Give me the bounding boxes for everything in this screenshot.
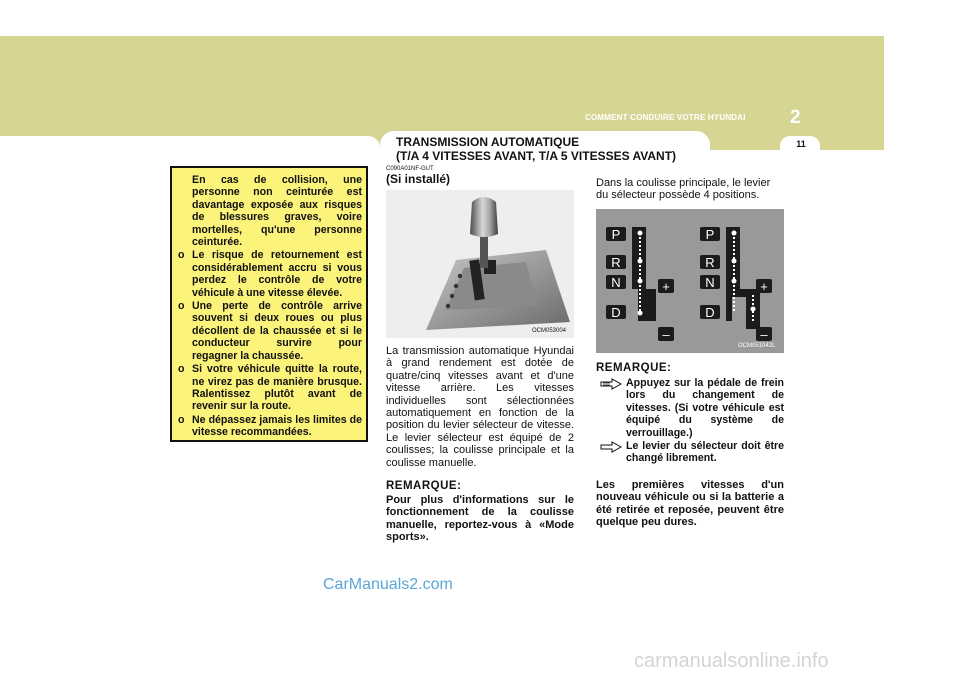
transmission-description: La transmission automatique Hyundai à grand rendement est dotée de quatre/cinq vitesses avant et d'une vitesse arrière. Les vitesses individuelles sont sélectionnées automatiquement en fonction de la position du levier sélecteur de vitesse. Le levier sélecteur est équipé de 2 coulisses; la coulisse principale et la coulisse manuelle.	[386, 345, 574, 469]
warning-item-text: Si votre véhicule quitte la route, ne virez pas de manière brusque. Ralentissez plutôt avant de revenir sur la route.	[192, 363, 362, 413]
gear-shifter-photo	[386, 190, 574, 338]
header-notch	[0, 136, 380, 150]
warning-item-text: Ne dépassez jamais les limites de vitesse recommandées.	[192, 413, 362, 439]
warning-bullet: o	[178, 249, 185, 262]
gate-label-d: D	[705, 305, 715, 320]
gate-plus: +	[662, 279, 670, 294]
gate-marker	[454, 284, 458, 288]
section-title: TRANSMISSION AUTOMATIQUE	[396, 135, 580, 149]
gate-plus: +	[760, 279, 768, 294]
note-item	[596, 440, 784, 465]
warning-bullet: o	[178, 300, 185, 313]
diagram-caption: OCM051042L	[738, 343, 776, 349]
warning-item	[178, 414, 362, 439]
selector-gate-diagram	[596, 209, 784, 353]
right-gate	[700, 227, 772, 342]
note-item	[596, 377, 784, 439]
gate-label-r: R	[705, 255, 715, 270]
selector-intro: Dans la coulisse principale, le levier du sélecteur possède 4 positions.	[596, 177, 771, 202]
warning-bullet: o	[178, 413, 185, 426]
warning-intro: En cas de collision, une personne non ceinturée est davantage exposée aux risques de blessures graves, voire mortelles, qu'une personne ceinturée.	[192, 174, 362, 249]
warning-item-text: Le risque de retournement est considérablement accru si vous perdez le contrôle de votre véhicule à une vitesse élevée.	[192, 249, 362, 299]
gate-minus: –	[760, 327, 768, 342]
hand-pointer-icon	[600, 378, 622, 393]
gate-label-n: N	[705, 275, 715, 290]
gate-label-r: R	[611, 255, 621, 270]
warning-item	[178, 363, 362, 413]
gate-marker	[450, 294, 454, 298]
gate-label-p: P	[611, 227, 621, 242]
note-item-text: Appuyez sur la pédale de frein lors du changement de vitesses. (Si votre véhicule est équipé du système de verrouillage.)	[626, 377, 784, 439]
availability-note: (Si installé)	[386, 172, 451, 186]
warning-item-text: Une perte de contrôle arrive souvent si deux roues ou plus décollent de la chaussée et si le conducteur survire pour regagner la chaussée.	[192, 300, 362, 362]
gate-marker	[458, 274, 462, 278]
left-gate	[606, 227, 674, 342]
gate-label-p: P	[705, 227, 715, 242]
note-text: Pour plus d'informations sur le fonctionnement de la coulisse manuelle, reportez-vous à «Mode sports».	[386, 494, 574, 544]
chapter-number: 2	[790, 107, 801, 128]
watermark-left[interactable]: CarManuals2.com	[323, 576, 453, 593]
reference-code: C090A01NF-GUT	[386, 166, 434, 172]
warning-bullet: o	[178, 363, 185, 376]
gate-label-n: N	[611, 275, 621, 290]
shifter-knob	[470, 197, 498, 237]
break-in-note: Les premières vitesses d'un nouveau véhicule ou si la batterie a été retirée et reposée, peuvent être quelque peu dures.	[596, 479, 784, 529]
note-item-text: Le levier du sélecteur doit être changé librement.	[626, 440, 784, 465]
warning-item	[178, 249, 362, 299]
photo-caption: OCM053004	[532, 328, 567, 334]
chapter-label: COMMENT CONDUIRE VOTRE HYUNDAI	[585, 113, 746, 122]
gate-minus: –	[662, 327, 670, 342]
note-heading: REMARQUE:	[596, 362, 672, 374]
arrow-right-icon	[600, 441, 622, 456]
warning-item	[178, 300, 362, 362]
page-number: 11	[796, 139, 806, 149]
note-heading: REMARQUE:	[386, 480, 462, 492]
gate-marker	[446, 304, 450, 308]
watermark-right[interactable]: carmanualsonline.info	[634, 650, 829, 672]
section-subtitle: (T/A 4 VITESSES AVANT, T/A 5 VITESSES AVANT)	[396, 149, 677, 163]
gate-label-d: D	[611, 305, 621, 320]
warning-box	[170, 166, 368, 442]
selector-diagram	[596, 209, 784, 353]
gear-shifter-illustration	[386, 190, 574, 338]
